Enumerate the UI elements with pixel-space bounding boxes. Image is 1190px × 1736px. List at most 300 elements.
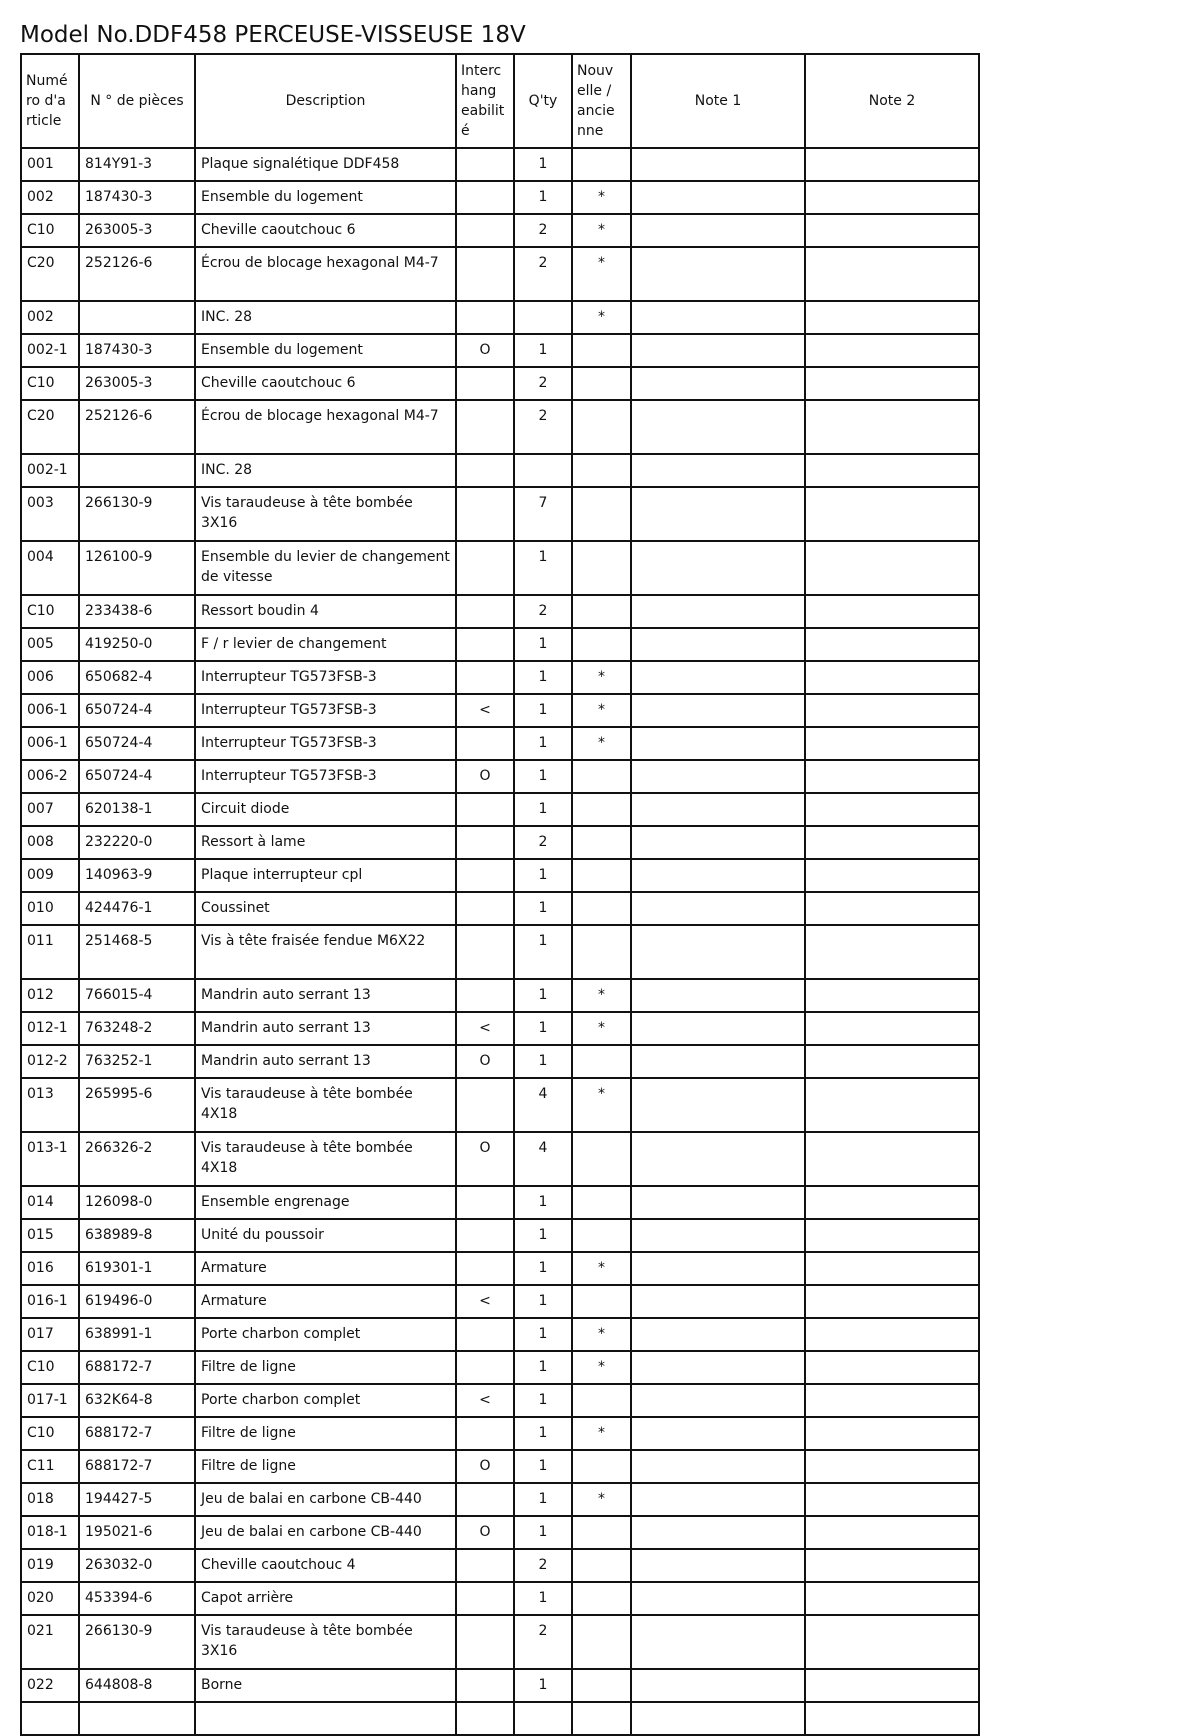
cell-part-no: 187430-3 [79,181,195,214]
cell-note-1 [631,1702,805,1735]
cell-note-2 [805,334,979,367]
cell-qty: 1 [514,1186,572,1219]
cell-item-no: 017 [21,1318,79,1351]
cell-new-old: * [572,1012,631,1045]
cell-item-no: 013 [21,1078,79,1132]
table-row [21,760,979,793]
cell-qty: 1 [514,1384,572,1417]
cell-note-2 [805,1186,979,1219]
cell-part-no: 620138-1 [79,793,195,826]
cell-qty: 1 [514,1012,572,1045]
cell-item-no: 013-1 [21,1132,79,1186]
cell-note-2 [805,595,979,628]
header-note-1: Note 1 [631,54,805,148]
cell-interchangeability [456,487,514,541]
cell-description: Vis taraudeuse à tête bombée 4X18 [195,1078,456,1132]
cell-interchangeability [456,595,514,628]
cell-item-no: 015 [21,1219,79,1252]
cell-item-no: 007 [21,793,79,826]
cell-new-old: * [572,1078,631,1132]
cell-description: Interrupteur TG573FSB-3 [195,661,456,694]
cell-description: Ensemble du logement [195,181,456,214]
cell-item-no: 002 [21,181,79,214]
table-row [21,1669,979,1702]
cell-note-1 [631,1351,805,1384]
cell-qty: 1 [514,1669,572,1702]
cell-part-no: 126100-9 [79,541,195,595]
cell-interchangeability [456,1078,514,1132]
cell-new-old: * [572,214,631,247]
cell-note-1 [631,1516,805,1549]
table-row [21,979,979,1012]
cell-item-no: 012 [21,979,79,1012]
header-row [21,54,979,148]
cell-new-old: * [572,979,631,1012]
cell-note-1 [631,1582,805,1615]
cell-qty [514,301,572,334]
cell-note-1 [631,214,805,247]
cell-qty: 1 [514,859,572,892]
header-item-no: Numé ro d'a rticle [21,54,79,148]
cell-description: Mandrin auto serrant 13 [195,1045,456,1078]
cell-note-2 [805,979,979,1012]
table-row [21,454,979,487]
cell-new-old [572,334,631,367]
cell-new-old: * [572,727,631,760]
cell-note-1 [631,1252,805,1285]
cell-item-no: 011 [21,925,79,979]
table-row [21,661,979,694]
table-row [21,1078,979,1132]
cell-note-2 [805,1582,979,1615]
cell-note-1 [631,793,805,826]
cell-new-old: * [572,1417,631,1450]
cell-note-2 [805,892,979,925]
cell-interchangeability [456,1582,514,1615]
table-row [21,487,979,541]
cell-qty: 2 [514,826,572,859]
cell-part-no: 638991-1 [79,1318,195,1351]
cell-item-no: 003 [21,487,79,541]
cell-new-old [572,1582,631,1615]
cell-new-old: * [572,1252,631,1285]
cell-part-no: 619301-1 [79,1252,195,1285]
cell-item-no: C11 [21,1450,79,1483]
cell-new-old: * [572,661,631,694]
cell-interchangeability [456,454,514,487]
cell-interchangeability [456,181,514,214]
header-note-2: Note 2 [805,54,979,148]
cell-item-no: 008 [21,826,79,859]
cell-note-1 [631,334,805,367]
cell-note-1 [631,1615,805,1669]
cell-new-old [572,1219,631,1252]
cell-qty: 1 [514,925,572,979]
cell-part-no: 638989-8 [79,1219,195,1252]
table-row [21,628,979,661]
cell-part-no: 265995-6 [79,1078,195,1132]
cell-interchangeability [456,1318,514,1351]
header-interchangeability: Interc hang eabilit é [456,54,514,148]
cell-new-old [572,487,631,541]
cell-description: Cheville caoutchouc 4 [195,1549,456,1582]
cell-part-no: 766015-4 [79,979,195,1012]
cell-note-2 [805,727,979,760]
table-header [21,54,979,148]
cell-item-no: 022 [21,1669,79,1702]
table-row [21,367,979,400]
cell-part-no: 763248-2 [79,1012,195,1045]
cell-qty: 1 [514,1516,572,1549]
page-title: Model No.DDF458 PERCEUSE-VISSEUSE 18V [20,22,526,48]
cell-note-1 [631,487,805,541]
cell-note-1 [631,1669,805,1702]
cell-note-1 [631,181,805,214]
cell-note-1 [631,1384,805,1417]
cell-note-1 [631,628,805,661]
cell-part-no: 650682-4 [79,661,195,694]
cell-interchangeability: < [456,694,514,727]
cell-note-1 [631,727,805,760]
table-row [21,892,979,925]
cell-new-old [572,1516,631,1549]
cell-new-old [572,400,631,454]
cell-part-no: 194427-5 [79,1483,195,1516]
cell-interchangeability: < [456,1384,514,1417]
cell-new-old [572,1615,631,1669]
table-row [21,214,979,247]
cell-interchangeability [456,1252,514,1285]
cell-new-old [572,541,631,595]
cell-note-2 [805,1450,979,1483]
table-row [21,1132,979,1186]
cell-interchangeability [456,247,514,301]
table-row [21,859,979,892]
cell-interchangeability [456,214,514,247]
cell-part-no: 233438-6 [79,595,195,628]
cell-description: Écrou de blocage hexagonal M4-7 [195,247,456,301]
cell-item-no: 018 [21,1483,79,1516]
cell-description: Ensemble du levier de changement de vitesse [195,541,456,595]
cell-note-2 [805,400,979,454]
cell-interchangeability [456,628,514,661]
cell-qty: 2 [514,247,572,301]
cell-note-2 [805,1417,979,1450]
cell-interchangeability [456,1186,514,1219]
cell-description: Plaque interrupteur cpl [195,859,456,892]
cell-interchangeability [456,826,514,859]
cell-item-no: 006-1 [21,694,79,727]
cell-new-old [572,1549,631,1582]
cell-new-old [572,148,631,181]
cell-qty: 2 [514,1549,572,1582]
cell-description: Interrupteur TG573FSB-3 [195,727,456,760]
cell-description: Plaque signalétique DDF458 [195,148,456,181]
cell-part-no: 688172-7 [79,1417,195,1450]
cell-item-no: C10 [21,1351,79,1384]
cell-note-2 [805,1012,979,1045]
cell-note-2 [805,541,979,595]
cell-item-no: C10 [21,367,79,400]
cell-note-2 [805,1549,979,1582]
table-row [21,1615,979,1669]
cell-description: Vis taraudeuse à tête bombée 4X18 [195,1132,456,1186]
cell-note-2 [805,1669,979,1702]
cell-qty: 1 [514,148,572,181]
cell-part-no: 644808-8 [79,1669,195,1702]
cell-note-2 [805,367,979,400]
cell-qty: 2 [514,367,572,400]
cell-item-no: 006-1 [21,727,79,760]
table-row [21,301,979,334]
cell-note-1 [631,454,805,487]
cell-description: Porte charbon complet [195,1318,456,1351]
cell-note-2 [805,1516,979,1549]
cell-qty: 1 [514,181,572,214]
cell-qty: 1 [514,727,572,760]
cell-part-no: 263005-3 [79,367,195,400]
cell-note-2 [805,1318,979,1351]
cell-note-2 [805,859,979,892]
cell-item-no: 009 [21,859,79,892]
cell-qty: 1 [514,1351,572,1384]
cell-part-no: 263005-3 [79,214,195,247]
cell-part-no: 688172-7 [79,1450,195,1483]
cell-part-no: 195021-6 [79,1516,195,1549]
table-row [21,1384,979,1417]
cell-description: Circuit diode [195,793,456,826]
cell-interchangeability [456,727,514,760]
cell-note-1 [631,892,805,925]
cell-note-1 [631,1045,805,1078]
cell-interchangeability: O [456,334,514,367]
cell-part-no [79,454,195,487]
cell-description: Coussinet [195,892,456,925]
parts-table [20,53,980,1736]
cell-part-no: 650724-4 [79,727,195,760]
cell-qty: 1 [514,628,572,661]
cell-note-1 [631,1285,805,1318]
cell-part-no: 266130-9 [79,1615,195,1669]
cell-new-old [572,595,631,628]
cell-description: Unité du poussoir [195,1219,456,1252]
cell-description: Mandrin auto serrant 13 [195,979,456,1012]
cell-part-no: 424476-1 [79,892,195,925]
cell-description: Vis taraudeuse à tête bombée 3X16 [195,487,456,541]
cell-interchangeability [456,1483,514,1516]
cell-part-no: 632K64-8 [79,1384,195,1417]
cell-note-2 [805,826,979,859]
table-row [21,1252,979,1285]
cell-new-old [572,760,631,793]
cell-part-no [79,301,195,334]
cell-part-no: 252126-6 [79,400,195,454]
cell-note-1 [631,661,805,694]
cell-interchangeability [456,301,514,334]
cell-qty: 1 [514,1219,572,1252]
cell-item-no: C10 [21,1417,79,1450]
cell-note-2 [805,1615,979,1669]
table-row [21,595,979,628]
cell-description: Filtre de ligne [195,1450,456,1483]
cell-item-no: 002-1 [21,334,79,367]
cell-item-no: 010 [21,892,79,925]
cell-item-no: 020 [21,1582,79,1615]
cell-interchangeability [456,367,514,400]
cell-part-no: 453394-6 [79,1582,195,1615]
cell-part-no: 126098-0 [79,1186,195,1219]
cell-note-2 [805,1702,979,1735]
table-row [21,826,979,859]
cell-description: Cheville caoutchouc 6 [195,214,456,247]
cell-description: Cheville caoutchouc 6 [195,367,456,400]
cell-new-old [572,1384,631,1417]
table-row [21,1450,979,1483]
cell-new-old [572,1285,631,1318]
cell-new-old [572,367,631,400]
table-row [21,1549,979,1582]
table-row [21,1483,979,1516]
cell-new-old [572,1186,631,1219]
cell-note-2 [805,1045,979,1078]
cell-description: Vis à tête fraisée fendue M6X22 [195,925,456,979]
cell-item-no: 014 [21,1186,79,1219]
cell-part-no: 814Y91-3 [79,148,195,181]
cell-interchangeability [456,859,514,892]
cell-qty: 2 [514,595,572,628]
table-row [21,334,979,367]
cell-description: Jeu de balai en carbone CB-440 [195,1483,456,1516]
cell-qty: 1 [514,760,572,793]
cell-part-no: 232220-0 [79,826,195,859]
cell-interchangeability [456,541,514,595]
cell-interchangeability: O [456,1132,514,1186]
cell-description: Filtre de ligne [195,1417,456,1450]
cell-qty: 1 [514,661,572,694]
table-row [21,1351,979,1384]
cell-interchangeability [456,925,514,979]
cell-item-no: 016 [21,1252,79,1285]
table-row [21,925,979,979]
table-row [21,727,979,760]
cell-new-old [572,826,631,859]
cell-new-old: * [572,1483,631,1516]
cell-description: Armature [195,1252,456,1285]
cell-part-no: 266326-2 [79,1132,195,1186]
cell-note-1 [631,1549,805,1582]
header-qty: Q'ty [514,54,572,148]
table-row [21,247,979,301]
cell-description: INC. 28 [195,301,456,334]
cell-interchangeability [456,148,514,181]
cell-interchangeability: O [456,1450,514,1483]
cell-new-old [572,1669,631,1702]
cell-item-no: 012-2 [21,1045,79,1078]
table-row [21,1285,979,1318]
cell-qty: 1 [514,694,572,727]
cell-note-2 [805,925,979,979]
cell-item-no: 021 [21,1615,79,1669]
cell-item-no: 004 [21,541,79,595]
cell-interchangeability [456,1417,514,1450]
header-new-old: Nouv elle / ancie nne [572,54,631,148]
table-row [21,1702,979,1735]
cell-qty: 1 [514,892,572,925]
cell-description: Ressort boudin 4 [195,595,456,628]
cell-new-old [572,793,631,826]
cell-interchangeability [456,661,514,694]
cell-item-no: 002-1 [21,454,79,487]
header-part-no: N ° de pièces [79,54,195,148]
table-row [21,1582,979,1615]
cell-note-2 [805,487,979,541]
table-row [21,793,979,826]
cell-note-1 [631,760,805,793]
cell-interchangeability [456,1615,514,1669]
cell-note-1 [631,1186,805,1219]
cell-description: INC. 28 [195,454,456,487]
cell-description [195,1702,456,1735]
cell-qty: 1 [514,1483,572,1516]
cell-qty: 1 [514,1318,572,1351]
cell-note-2 [805,1132,979,1186]
cell-note-1 [631,541,805,595]
cell-new-old [572,1132,631,1186]
cell-part-no: 252126-6 [79,247,195,301]
cell-note-2 [805,1078,979,1132]
cell-note-2 [805,1285,979,1318]
cell-note-2 [805,793,979,826]
cell-part-no: 650724-4 [79,694,195,727]
cell-note-2 [805,1252,979,1285]
cell-note-2 [805,1384,979,1417]
cell-qty [514,454,572,487]
cell-note-2 [805,694,979,727]
cell-interchangeability [456,1219,514,1252]
table-row [21,1045,979,1078]
table-row [21,181,979,214]
cell-note-1 [631,148,805,181]
cell-note-2 [805,628,979,661]
cell-note-2 [805,301,979,334]
cell-interchangeability [456,1549,514,1582]
cell-part-no: 419250-0 [79,628,195,661]
cell-interchangeability: O [456,1516,514,1549]
cell-note-1 [631,1318,805,1351]
cell-qty: 1 [514,1450,572,1483]
table-row [21,1516,979,1549]
cell-note-1 [631,826,805,859]
cell-interchangeability [456,1351,514,1384]
cell-item-no: C20 [21,400,79,454]
cell-note-2 [805,1351,979,1384]
cell-new-old [572,859,631,892]
cell-qty: 1 [514,1417,572,1450]
cell-qty: 1 [514,1045,572,1078]
table-row [21,148,979,181]
table-row [21,1186,979,1219]
table-row [21,694,979,727]
cell-item-no [21,1702,79,1735]
cell-qty: 4 [514,1132,572,1186]
table-row [21,1012,979,1045]
cell-interchangeability [456,979,514,1012]
cell-qty: 1 [514,1252,572,1285]
cell-interchangeability: O [456,760,514,793]
cell-description: Borne [195,1669,456,1702]
cell-qty: 2 [514,400,572,454]
cell-description: Mandrin auto serrant 13 [195,1012,456,1045]
